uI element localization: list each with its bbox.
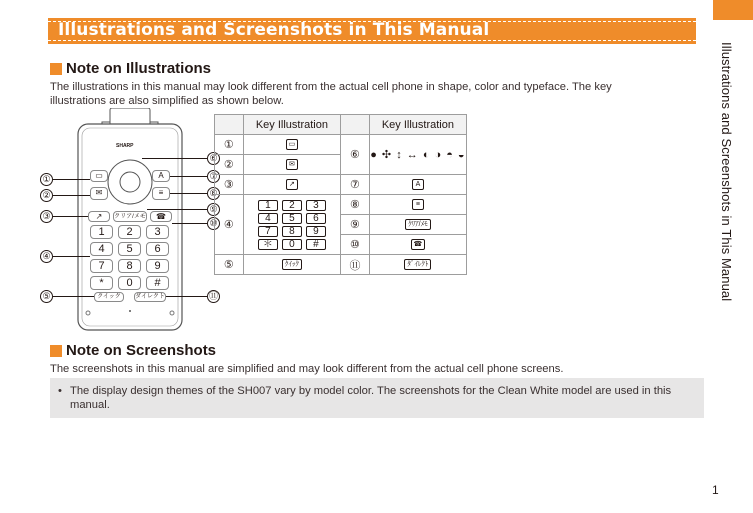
brand-logo: SHARP bbox=[116, 143, 134, 149]
a-key-icon: A bbox=[412, 179, 424, 190]
callout-9: ⑨ bbox=[207, 203, 220, 216]
leader-2 bbox=[53, 195, 90, 196]
side-title-text: Illustrations and Screenshots in This Manual bbox=[719, 42, 734, 302]
num-key: 4 bbox=[258, 213, 278, 224]
callout-10: ⑩ bbox=[207, 217, 220, 230]
illustrations-heading-text: Note on Illustrations bbox=[66, 60, 212, 77]
phone-key-num-7: 7 bbox=[90, 259, 113, 273]
row-num: ⑨ bbox=[341, 215, 370, 235]
leader-6 bbox=[142, 158, 207, 159]
num-key: 3 bbox=[306, 200, 326, 211]
key-cell bbox=[243, 155, 340, 175]
callout-7: ⑦ bbox=[207, 170, 220, 183]
leader-11 bbox=[166, 296, 207, 297]
direct-key-icon: ﾀﾞｲﾚｸﾄ bbox=[404, 259, 431, 270]
callout-1: ① bbox=[40, 173, 53, 186]
mail-key-icon: ✉ bbox=[286, 159, 298, 170]
leader-10 bbox=[172, 223, 207, 224]
page-number: 1 bbox=[712, 483, 719, 497]
key-cell bbox=[369, 235, 466, 255]
phone-key-quick: クイック bbox=[94, 292, 124, 302]
table-header-right: Key Illustration bbox=[369, 115, 466, 135]
leader-7 bbox=[170, 176, 207, 177]
callout-3: ③ bbox=[40, 210, 53, 223]
phone-diagram bbox=[40, 108, 220, 333]
callout-5: ⑤ bbox=[40, 290, 53, 303]
leader-4 bbox=[53, 256, 90, 257]
phone-key-2: ✉ bbox=[90, 187, 108, 200]
row-num: ⑪ bbox=[341, 255, 370, 275]
leader-8 bbox=[170, 193, 207, 194]
phone-key-num-2: 2 bbox=[118, 225, 141, 239]
phone-key-num-6: 6 bbox=[146, 242, 169, 256]
callout-8: ⑧ bbox=[207, 187, 220, 200]
phone-key-num-9: 9 bbox=[146, 259, 169, 273]
leader-9 bbox=[147, 209, 207, 210]
num-key: ＊ bbox=[258, 239, 278, 250]
num-key: 0 bbox=[282, 239, 302, 250]
phone-key-clear: クリア/メモ bbox=[113, 211, 147, 222]
table-header-blank-right bbox=[341, 115, 370, 135]
call-key-icon: ↗ bbox=[286, 179, 298, 190]
phone-key-hash: # bbox=[146, 276, 169, 290]
phone-key-end: ☎ bbox=[150, 211, 172, 222]
table-header-blank-left bbox=[215, 115, 244, 135]
row-num: ⑦ bbox=[341, 175, 370, 195]
note-text: The display design themes of the SH007 vary by model color. The screenshots for the Clean White model are used in this manual. bbox=[70, 385, 672, 411]
menu-key-icon: ≡ bbox=[412, 199, 424, 210]
key-cell bbox=[243, 195, 340, 255]
row-num: ⑤ bbox=[215, 255, 244, 275]
num-key: 5 bbox=[282, 213, 302, 224]
phone-key-num-5: 5 bbox=[118, 242, 141, 256]
end-key-icon: ☎ bbox=[411, 239, 426, 250]
screenshots-paragraph: The screenshots in this manual are simplified and may look different from the actual cell phone screens. bbox=[50, 363, 564, 375]
callout-4: ④ bbox=[40, 250, 53, 263]
callout-2: ② bbox=[40, 189, 53, 202]
key-cell bbox=[369, 175, 466, 195]
key-cell bbox=[369, 255, 466, 275]
memo-key-icon: ▭ bbox=[286, 139, 299, 150]
phone-key-num-3: 3 bbox=[146, 225, 169, 239]
note-box bbox=[50, 378, 704, 418]
phone-key-star: * bbox=[90, 276, 113, 290]
row-num: ⑩ bbox=[341, 235, 370, 255]
leader-5 bbox=[53, 296, 94, 297]
num-key: 8 bbox=[282, 226, 302, 237]
side-title bbox=[719, 42, 745, 332]
num-key: # bbox=[306, 239, 326, 250]
phone-key-1: ▭ bbox=[90, 170, 108, 182]
key-cell bbox=[243, 175, 340, 195]
number-key-grid bbox=[258, 197, 326, 253]
illustrations-heading bbox=[50, 60, 211, 77]
row-num: ① bbox=[215, 135, 244, 155]
phone-key-num-8: 8 bbox=[118, 259, 141, 273]
num-key: 9 bbox=[306, 226, 326, 237]
clear-memo-key-icon: ｸﾘｱ/ﾒﾓ bbox=[405, 219, 430, 230]
nav-keys-icon: ● ✣ ↕ ↔ ◐ ◑ ◓ ◒ bbox=[370, 149, 466, 161]
phone-key-num-4: 4 bbox=[90, 242, 113, 256]
row-num: ④ bbox=[215, 195, 244, 255]
heading-square-icon bbox=[50, 63, 62, 75]
key-cell bbox=[369, 135, 466, 175]
side-tab-marker bbox=[713, 0, 753, 20]
key-cell bbox=[369, 215, 466, 235]
phone-key-num-0: 0 bbox=[118, 276, 141, 290]
key-cell bbox=[369, 195, 466, 215]
illustrations-paragraph: The illustrations in this manual may look different from the actual cell phone in shape, color and typeface. The key illustrations are also simplified as shown below. bbox=[50, 81, 612, 107]
phone-key-call: ↗ bbox=[88, 211, 110, 222]
num-key: 2 bbox=[282, 200, 302, 211]
screenshots-heading bbox=[50, 342, 216, 359]
bullet-icon: • bbox=[58, 385, 62, 397]
quick-key-icon: ｸｲｯｸ bbox=[282, 259, 302, 270]
row-num: ⑥ bbox=[341, 135, 370, 175]
phone-key-direct: ダイレクト bbox=[135, 294, 165, 300]
leader-1 bbox=[53, 179, 90, 180]
phone-key-7: A bbox=[152, 170, 170, 182]
key-illustration-table bbox=[214, 114, 467, 275]
note-paragraph bbox=[58, 384, 688, 412]
key-cell bbox=[243, 255, 340, 275]
heading-square-icon bbox=[50, 345, 62, 357]
leader-3 bbox=[53, 216, 88, 217]
num-key: 6 bbox=[306, 213, 326, 224]
callout-6: ⑥ bbox=[207, 152, 220, 165]
row-num: ③ bbox=[215, 175, 244, 195]
table-header-left: Key Illustration bbox=[243, 115, 340, 135]
num-key: 1 bbox=[258, 200, 278, 211]
row-num: ② bbox=[215, 155, 244, 175]
phone-key-8: ≡ bbox=[152, 187, 170, 200]
page-title-banner bbox=[48, 18, 698, 46]
phone-key-num-1: 1 bbox=[90, 225, 113, 239]
screenshots-heading-text: Note on Screenshots bbox=[66, 342, 217, 359]
callout-11: ⑪ bbox=[208, 291, 218, 301]
page-title: Illustrations and Screenshots in This Manual bbox=[58, 20, 490, 40]
row-num: ⑧ bbox=[341, 195, 370, 215]
key-cell bbox=[243, 135, 340, 155]
num-key: 7 bbox=[258, 226, 278, 237]
